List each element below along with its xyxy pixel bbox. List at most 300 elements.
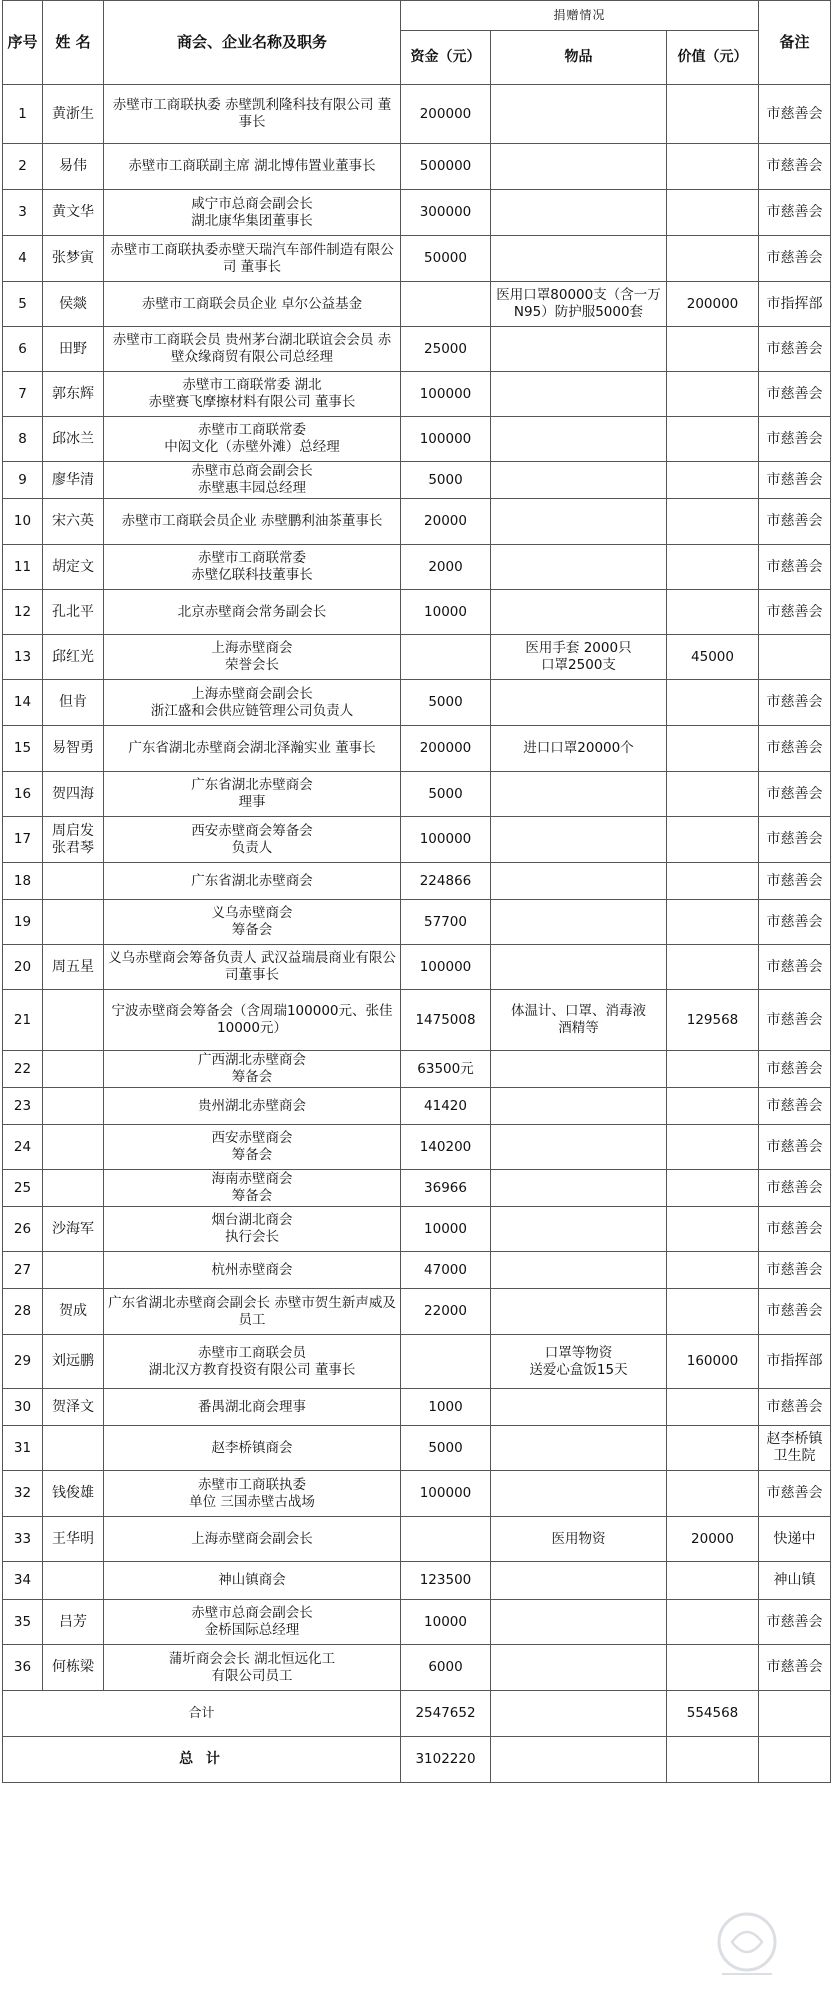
row-cash: 200000 xyxy=(401,85,491,144)
row-value xyxy=(667,680,759,726)
row-org: 赤壁市工商联常委 湖北 赤壁赛飞摩擦材料有限公司 董事长 xyxy=(104,372,401,417)
row-remark: 市慈善会 xyxy=(759,499,831,545)
subtotal-cash: 2547652 xyxy=(401,1691,491,1737)
row-cash xyxy=(401,1335,491,1389)
row-value xyxy=(667,726,759,772)
row-org: 广东省湖北赤壁商会副会长 赤壁市贺生新声威及员工 xyxy=(104,1289,401,1335)
table-row xyxy=(3,236,831,282)
row-name: 郭东辉 xyxy=(43,372,104,417)
row-name: 张梦寅 xyxy=(43,236,104,282)
row-org: 宁波赤壁商会筹备会（含周瑞100000元、张佳10000元） xyxy=(104,990,401,1051)
row-name: 但肯 xyxy=(43,680,104,726)
row-name: 黄文华 xyxy=(43,190,104,236)
row-remark: 市慈善会 xyxy=(759,1170,831,1207)
row-name: 何栋梁 xyxy=(43,1645,104,1691)
row-org: 蒲圻商会会长 湖北恒远化工 有限公司员工 xyxy=(104,1645,401,1691)
row-org: 赤壁市总商会副会长 赤壁惠丰园总经理 xyxy=(104,462,401,499)
donation-rows xyxy=(3,85,831,1691)
row-org: 赵李桥镇商会 xyxy=(104,1426,401,1471)
row-value: 160000 xyxy=(667,1335,759,1389)
row-value xyxy=(667,1088,759,1125)
row-cash: 500000 xyxy=(401,144,491,190)
row-goods: 医用物资 xyxy=(491,1517,667,1562)
row-seq: 36 xyxy=(3,1645,43,1691)
row-cash: 63500元 xyxy=(401,1051,491,1088)
row-name: 沙海军 xyxy=(43,1207,104,1252)
donation-table-sheet xyxy=(2,0,830,1783)
row-value xyxy=(667,327,759,372)
row-goods xyxy=(491,1562,667,1600)
row-org: 义乌赤壁商会筹备负责人 武汉益瑞晨商业有限公司董事长 xyxy=(104,945,401,990)
table-row xyxy=(3,1051,831,1088)
table-row xyxy=(3,545,831,590)
row-cash: 100000 xyxy=(401,945,491,990)
row-cash xyxy=(401,635,491,680)
row-goods xyxy=(491,372,667,417)
subtotal-goods xyxy=(491,1691,667,1737)
row-value: 200000 xyxy=(667,282,759,327)
row-remark: 市慈善会 xyxy=(759,372,831,417)
row-cash: 10000 xyxy=(401,1207,491,1252)
row-name: 钱俊雄 xyxy=(43,1471,104,1517)
row-seq: 32 xyxy=(3,1471,43,1517)
row-value xyxy=(667,817,759,863)
row-name xyxy=(43,1252,104,1289)
row-name: 贺四海 xyxy=(43,772,104,817)
row-value xyxy=(667,144,759,190)
row-cash: 2000 xyxy=(401,545,491,590)
row-org: 赤壁市工商联副主席 湖北博伟置业董事长 xyxy=(104,144,401,190)
total-goods xyxy=(491,1737,667,1783)
row-cash: 25000 xyxy=(401,327,491,372)
row-cash xyxy=(401,1517,491,1562)
row-org: 赤壁市工商联执委 赤壁凯利隆科技有限公司 董事长 xyxy=(104,85,401,144)
row-org: 义乌赤壁商会 筹备会 xyxy=(104,900,401,945)
row-name: 宋六英 xyxy=(43,499,104,545)
row-seq: 11 xyxy=(3,545,43,590)
row-goods xyxy=(491,1207,667,1252)
row-cash: 100000 xyxy=(401,417,491,462)
row-remark: 市慈善会 xyxy=(759,545,831,590)
row-seq: 23 xyxy=(3,1088,43,1125)
row-value: 45000 xyxy=(667,635,759,680)
row-value xyxy=(667,1207,759,1252)
row-value xyxy=(667,590,759,635)
row-goods: 医用口罩80000支（含一万N95）防护服5000套 xyxy=(491,282,667,327)
row-seq: 4 xyxy=(3,236,43,282)
table-row xyxy=(3,1170,831,1207)
row-goods xyxy=(491,1600,667,1645)
row-goods xyxy=(491,772,667,817)
total-remark xyxy=(759,1737,831,1783)
table-row xyxy=(3,817,831,863)
row-value xyxy=(667,1471,759,1517)
row-seq: 6 xyxy=(3,327,43,372)
row-value xyxy=(667,945,759,990)
row-goods xyxy=(491,545,667,590)
row-goods xyxy=(491,1088,667,1125)
row-remark: 市慈善会 xyxy=(759,680,831,726)
row-remark: 市慈善会 xyxy=(759,1207,831,1252)
row-org: 广东省湖北赤壁商会 理事 xyxy=(104,772,401,817)
row-seq: 14 xyxy=(3,680,43,726)
row-seq: 16 xyxy=(3,772,43,817)
table-row xyxy=(3,1389,831,1426)
row-remark: 市慈善会 xyxy=(759,1252,831,1289)
row-name: 廖华清 xyxy=(43,462,104,499)
row-remark: 市指挥部 xyxy=(759,282,831,327)
table-row xyxy=(3,635,831,680)
row-cash: 36966 xyxy=(401,1170,491,1207)
header-value: 价值（元） xyxy=(667,31,759,85)
row-org: 赤壁市工商联会员 湖北汉方教育投资有限公司 董事长 xyxy=(104,1335,401,1389)
row-remark: 市慈善会 xyxy=(759,190,831,236)
row-value xyxy=(667,1426,759,1471)
table-row xyxy=(3,190,831,236)
row-cash: 5000 xyxy=(401,772,491,817)
row-cash: 100000 xyxy=(401,817,491,863)
row-seq: 20 xyxy=(3,945,43,990)
row-remark: 市慈善会 xyxy=(759,817,831,863)
row-name: 周启发 张君琴 xyxy=(43,817,104,863)
row-name: 刘远鹏 xyxy=(43,1335,104,1389)
row-goods: 口罩等物资 送爱心盒饭15天 xyxy=(491,1335,667,1389)
row-value xyxy=(667,1289,759,1335)
row-goods xyxy=(491,590,667,635)
row-seq: 30 xyxy=(3,1389,43,1426)
row-org: 赤壁市工商联常委 中闳文化（赤壁外滩）总经理 xyxy=(104,417,401,462)
row-remark: 市慈善会 xyxy=(759,236,831,282)
table-row xyxy=(3,417,831,462)
row-name: 邱冰兰 xyxy=(43,417,104,462)
header-donation-group: 捐赠情况 xyxy=(401,1,759,31)
table-row xyxy=(3,1426,831,1471)
row-org: 上海赤壁商会 荣誉会长 xyxy=(104,635,401,680)
row-remark: 市慈善会 xyxy=(759,1645,831,1691)
table-row xyxy=(3,726,831,772)
row-seq: 2 xyxy=(3,144,43,190)
header-row-top xyxy=(3,1,831,31)
row-remark: 市慈善会 xyxy=(759,1389,831,1426)
row-goods xyxy=(491,900,667,945)
row-remark: 市慈善会 xyxy=(759,85,831,144)
row-name xyxy=(43,1088,104,1125)
row-org: 杭州赤壁商会 xyxy=(104,1252,401,1289)
row-cash: 123500 xyxy=(401,1562,491,1600)
table-row xyxy=(3,1335,831,1389)
row-seq: 5 xyxy=(3,282,43,327)
row-org: 广东省湖北赤壁商会 xyxy=(104,863,401,900)
row-cash: 300000 xyxy=(401,190,491,236)
row-seq: 28 xyxy=(3,1289,43,1335)
row-cash: 1000 xyxy=(401,1389,491,1426)
row-cash: 41420 xyxy=(401,1088,491,1125)
row-value xyxy=(667,545,759,590)
row-cash: 5000 xyxy=(401,462,491,499)
row-value xyxy=(667,1252,759,1289)
row-name: 贺成 xyxy=(43,1289,104,1335)
row-cash: 6000 xyxy=(401,1645,491,1691)
header-name: 姓 名 xyxy=(43,1,104,85)
row-name: 胡定文 xyxy=(43,545,104,590)
subtotal-value: 554568 xyxy=(667,1691,759,1737)
row-name: 孔北平 xyxy=(43,590,104,635)
row-value xyxy=(667,863,759,900)
row-value xyxy=(667,85,759,144)
row-cash: 200000 xyxy=(401,726,491,772)
row-remark xyxy=(759,635,831,680)
row-name xyxy=(43,1125,104,1170)
row-org: 广东省湖北赤壁商会湖北泽瀚实业 董事长 xyxy=(104,726,401,772)
row-org: 西安赤壁商会筹备会 负责人 xyxy=(104,817,401,863)
row-remark: 市慈善会 xyxy=(759,945,831,990)
row-name: 王华明 xyxy=(43,1517,104,1562)
row-remark: 市慈善会 xyxy=(759,990,831,1051)
row-value xyxy=(667,1170,759,1207)
row-org: 赤壁市工商联常委 赤壁亿联科技董事长 xyxy=(104,545,401,590)
row-remark: 快递中 xyxy=(759,1517,831,1562)
table-row xyxy=(3,327,831,372)
row-value xyxy=(667,772,759,817)
row-remark: 市慈善会 xyxy=(759,1471,831,1517)
row-org: 咸宁市总商会副会长 湖北康华集团董事长 xyxy=(104,190,401,236)
table-row xyxy=(3,499,831,545)
row-value xyxy=(667,1645,759,1691)
row-org: 贵州湖北赤壁商会 xyxy=(104,1088,401,1125)
row-name: 田野 xyxy=(43,327,104,372)
row-seq: 1 xyxy=(3,85,43,144)
row-org: 赤壁市工商联执委赤壁天瑞汽车部件制造有限公司 董事长 xyxy=(104,236,401,282)
row-goods xyxy=(491,1471,667,1517)
table-row xyxy=(3,772,831,817)
row-goods: 体温计、口罩、消毒液 酒精等 xyxy=(491,990,667,1051)
row-name xyxy=(43,1051,104,1088)
row-org: 赤壁市工商联会员企业 卓尔公益基金 xyxy=(104,282,401,327)
row-cash: 5000 xyxy=(401,680,491,726)
row-name: 黄浙生 xyxy=(43,85,104,144)
row-remark: 市慈善会 xyxy=(759,144,831,190)
row-name xyxy=(43,1562,104,1600)
row-goods: 医用手套 2000只 口罩2500支 xyxy=(491,635,667,680)
table-row xyxy=(3,863,831,900)
row-name xyxy=(43,1426,104,1471)
row-goods xyxy=(491,863,667,900)
row-value: 20000 xyxy=(667,1517,759,1562)
row-goods xyxy=(491,945,667,990)
row-remark: 赵李桥镇 卫生院 xyxy=(759,1426,831,1471)
row-seq: 8 xyxy=(3,417,43,462)
row-goods xyxy=(491,499,667,545)
row-goods xyxy=(491,236,667,282)
row-goods xyxy=(491,85,667,144)
total-row xyxy=(3,1737,831,1783)
row-org: 北京赤壁商会常务副会长 xyxy=(104,590,401,635)
row-org: 海南赤壁商会 筹备会 xyxy=(104,1170,401,1207)
row-remark: 市慈善会 xyxy=(759,1289,831,1335)
table-row xyxy=(3,1645,831,1691)
row-remark: 市慈善会 xyxy=(759,590,831,635)
row-cash: 47000 xyxy=(401,1252,491,1289)
row-name: 吕芳 xyxy=(43,1600,104,1645)
table-row xyxy=(3,372,831,417)
table-row xyxy=(3,1562,831,1600)
subtotal-label: 合计 xyxy=(3,1691,401,1737)
row-seq: 33 xyxy=(3,1517,43,1562)
row-org: 上海赤壁商会副会长 xyxy=(104,1517,401,1562)
row-seq: 35 xyxy=(3,1600,43,1645)
row-goods xyxy=(491,1051,667,1088)
table-row xyxy=(3,680,831,726)
row-cash: 5000 xyxy=(401,1426,491,1471)
row-seq: 21 xyxy=(3,990,43,1051)
row-remark: 市慈善会 xyxy=(759,863,831,900)
table-row xyxy=(3,1252,831,1289)
row-goods xyxy=(491,417,667,462)
row-remark: 市慈善会 xyxy=(759,1088,831,1125)
subtotal-remark xyxy=(759,1691,831,1737)
row-seq: 12 xyxy=(3,590,43,635)
row-goods: 进口口罩20000个 xyxy=(491,726,667,772)
row-cash: 22000 xyxy=(401,1289,491,1335)
row-name: 易智勇 xyxy=(43,726,104,772)
row-remark: 市慈善会 xyxy=(759,1125,831,1170)
row-value xyxy=(667,1562,759,1600)
row-cash: 100000 xyxy=(401,372,491,417)
row-org: 烟台湖北商会 执行会长 xyxy=(104,1207,401,1252)
row-remark: 市慈善会 xyxy=(759,1051,831,1088)
row-seq: 27 xyxy=(3,1252,43,1289)
table-row xyxy=(3,1289,831,1335)
row-name xyxy=(43,1170,104,1207)
row-name: 贺泽文 xyxy=(43,1389,104,1426)
total-value xyxy=(667,1737,759,1783)
row-remark: 市慈善会 xyxy=(759,772,831,817)
table-row xyxy=(3,1471,831,1517)
header-seq: 序号 xyxy=(3,1,43,85)
row-remark: 市慈善会 xyxy=(759,726,831,772)
row-org: 神山镇商会 xyxy=(104,1562,401,1600)
row-cash: 10000 xyxy=(401,1600,491,1645)
row-goods xyxy=(491,1389,667,1426)
row-goods xyxy=(491,680,667,726)
row-org: 广西湖北赤壁商会 筹备会 xyxy=(104,1051,401,1088)
row-remark: 市慈善会 xyxy=(759,462,831,499)
table-row xyxy=(3,462,831,499)
table-row xyxy=(3,1517,831,1562)
row-cash: 10000 xyxy=(401,590,491,635)
row-seq: 18 xyxy=(3,863,43,900)
row-goods xyxy=(491,144,667,190)
row-org: 赤壁市工商联会员企业 赤壁鹏利油茶董事长 xyxy=(104,499,401,545)
row-cash: 100000 xyxy=(401,1471,491,1517)
row-cash: 1475008 xyxy=(401,990,491,1051)
watermark-logo-icon xyxy=(702,1902,792,1982)
row-remark: 市慈善会 xyxy=(759,327,831,372)
row-remark: 市慈善会 xyxy=(759,417,831,462)
row-cash: 57700 xyxy=(401,900,491,945)
table-row xyxy=(3,144,831,190)
row-seq: 29 xyxy=(3,1335,43,1389)
row-cash xyxy=(401,282,491,327)
row-goods xyxy=(491,1170,667,1207)
row-seq: 15 xyxy=(3,726,43,772)
row-seq: 7 xyxy=(3,372,43,417)
row-cash: 224866 xyxy=(401,863,491,900)
row-cash: 140200 xyxy=(401,1125,491,1170)
row-value xyxy=(667,1051,759,1088)
row-seq: 9 xyxy=(3,462,43,499)
row-seq: 19 xyxy=(3,900,43,945)
total-label: 总 计 xyxy=(3,1737,401,1783)
row-cash: 20000 xyxy=(401,499,491,545)
subtotal-row xyxy=(3,1691,831,1737)
table-row xyxy=(3,590,831,635)
row-name: 侯燚 xyxy=(43,282,104,327)
row-value xyxy=(667,236,759,282)
row-value xyxy=(667,1389,759,1426)
row-seq: 31 xyxy=(3,1426,43,1471)
row-value: 129568 xyxy=(667,990,759,1051)
table-row xyxy=(3,1207,831,1252)
row-org: 赤壁市工商联会员 贵州茅台湖北联谊会会员 赤壁众缘商贸有限公司总经理 xyxy=(104,327,401,372)
row-seq: 22 xyxy=(3,1051,43,1088)
row-seq: 26 xyxy=(3,1207,43,1252)
header-cash: 资金（元） xyxy=(401,31,491,85)
row-goods xyxy=(491,1645,667,1691)
row-seq: 13 xyxy=(3,635,43,680)
total-cash: 3102220 xyxy=(401,1737,491,1783)
header-goods: 物品 xyxy=(491,31,667,85)
row-value xyxy=(667,462,759,499)
row-value xyxy=(667,417,759,462)
row-goods xyxy=(491,1125,667,1170)
table-row xyxy=(3,990,831,1051)
row-remark: 神山镇 xyxy=(759,1562,831,1600)
row-goods xyxy=(491,327,667,372)
row-goods xyxy=(491,190,667,236)
row-seq: 24 xyxy=(3,1125,43,1170)
row-goods xyxy=(491,1426,667,1471)
table-row xyxy=(3,1600,831,1645)
row-seq: 34 xyxy=(3,1562,43,1600)
row-name: 周五星 xyxy=(43,945,104,990)
row-goods xyxy=(491,817,667,863)
row-seq: 3 xyxy=(3,190,43,236)
donation-table xyxy=(2,0,831,1783)
row-remark: 市慈善会 xyxy=(759,900,831,945)
row-org: 西安赤壁商会 筹备会 xyxy=(104,1125,401,1170)
row-name xyxy=(43,863,104,900)
header-org: 商会、企业名称及职务 xyxy=(104,1,401,85)
table-row xyxy=(3,900,831,945)
row-value xyxy=(667,190,759,236)
row-value xyxy=(667,1600,759,1645)
row-cash: 50000 xyxy=(401,236,491,282)
row-org: 赤壁市总商会副会长 金桥国际总经理 xyxy=(104,1600,401,1645)
row-remark: 市慈善会 xyxy=(759,1600,831,1645)
row-goods xyxy=(491,462,667,499)
table-row xyxy=(3,945,831,990)
row-org: 赤壁市工商联执委 单位 三国赤壁古战场 xyxy=(104,1471,401,1517)
row-seq: 10 xyxy=(3,499,43,545)
row-value xyxy=(667,1125,759,1170)
row-value xyxy=(667,372,759,417)
row-value xyxy=(667,900,759,945)
header-remark: 备注 xyxy=(759,1,831,85)
row-goods xyxy=(491,1252,667,1289)
table-row xyxy=(3,1088,831,1125)
table-row xyxy=(3,282,831,327)
